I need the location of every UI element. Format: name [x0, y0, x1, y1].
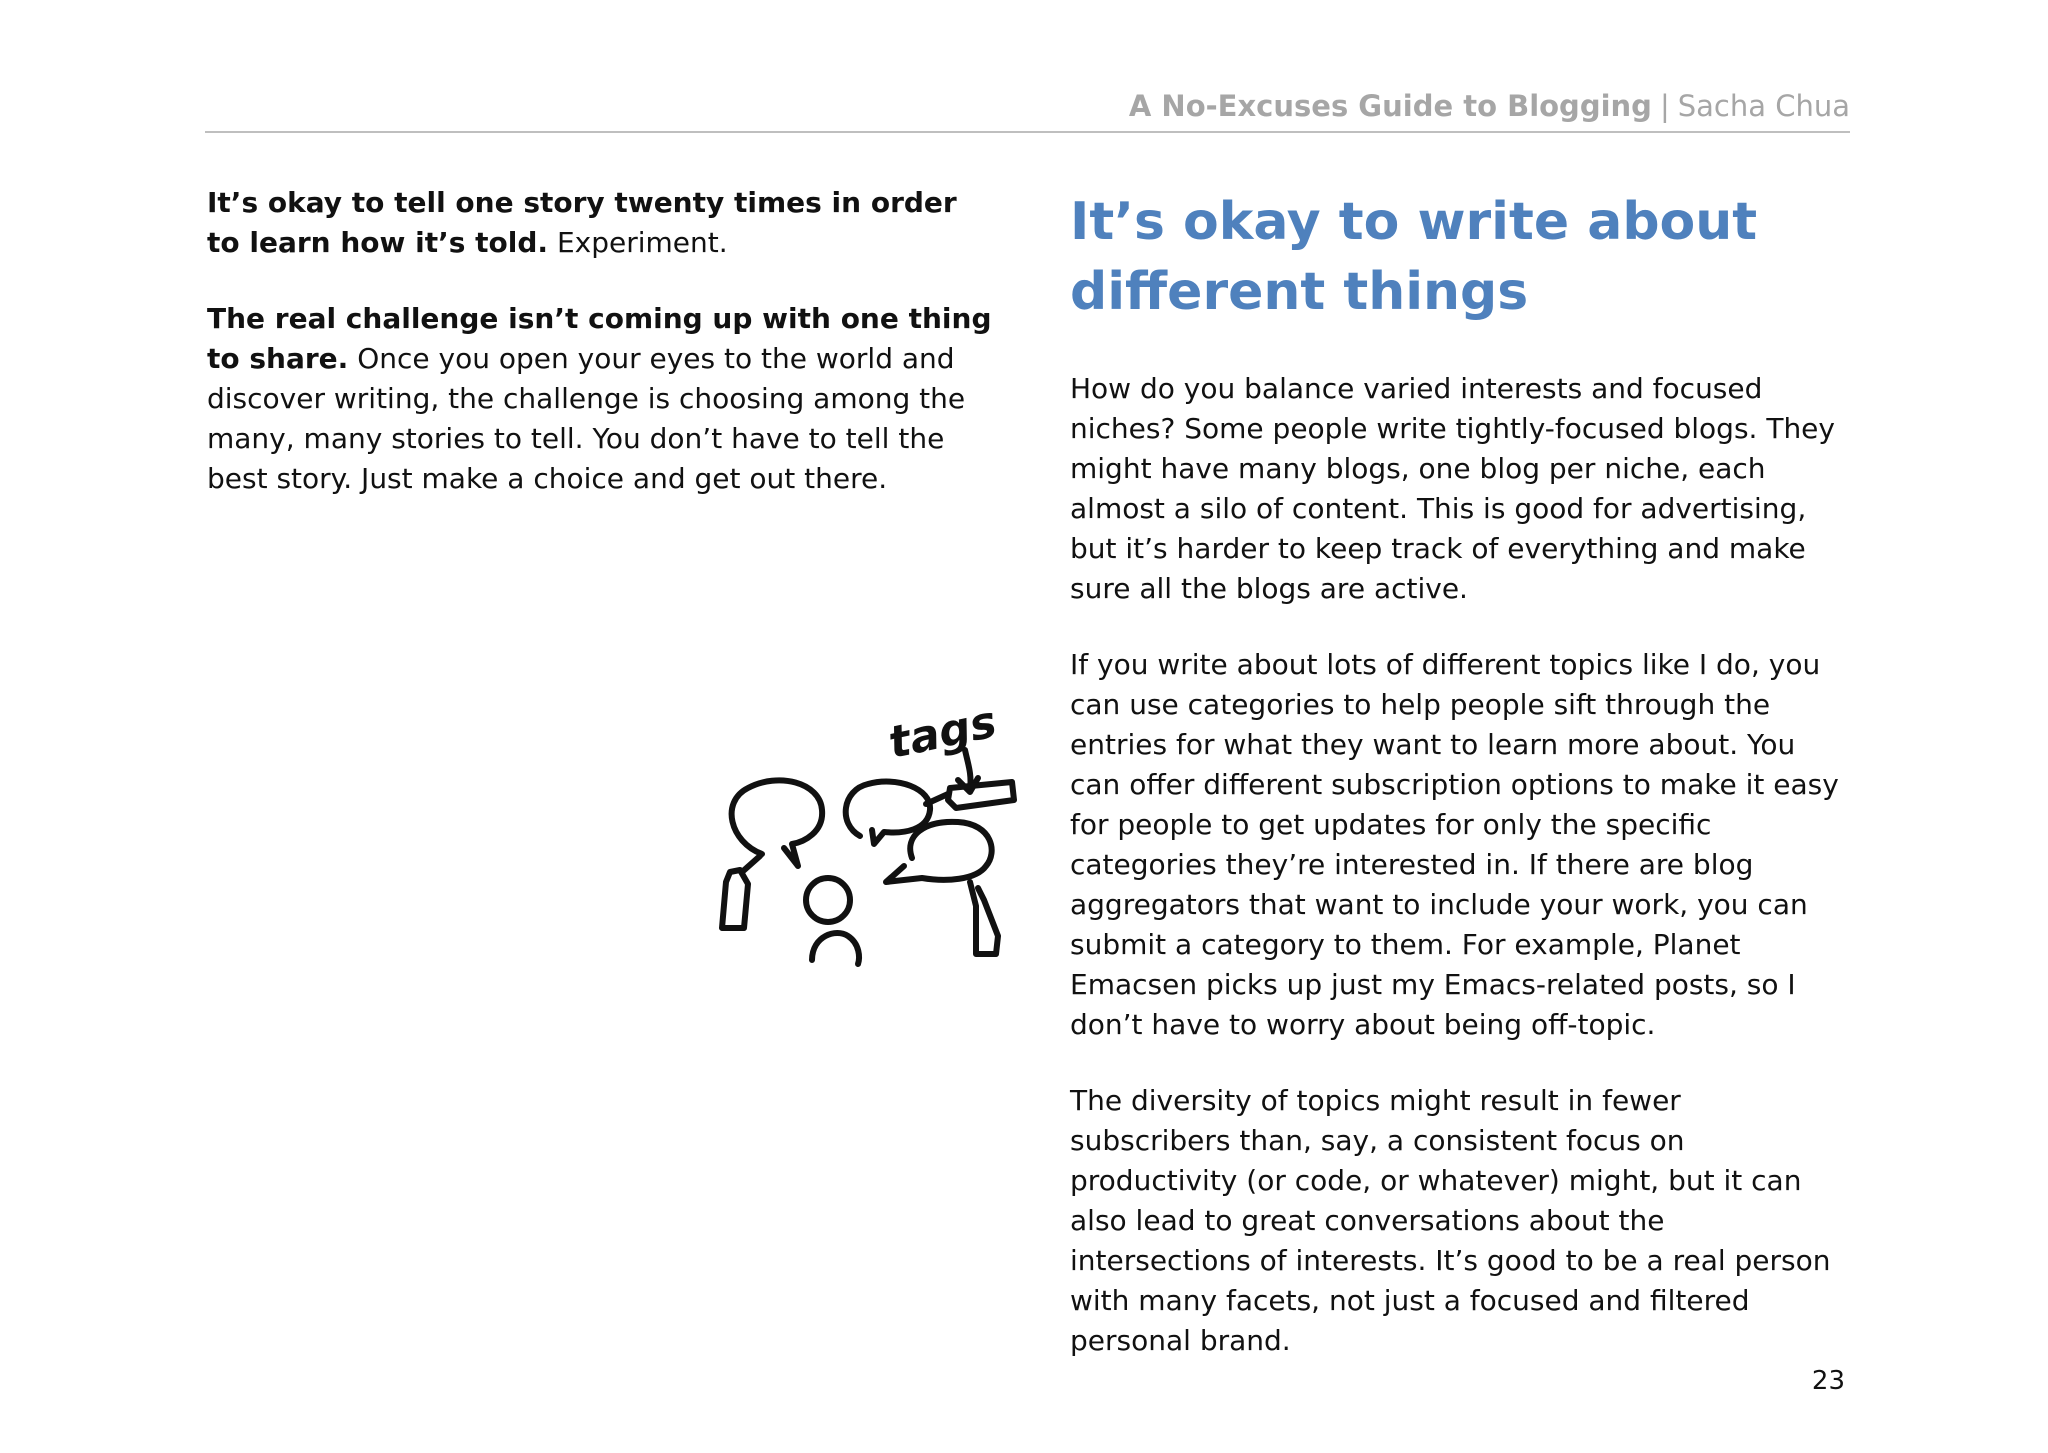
book-title: A No-Excuses Guide to Blogging [1128, 89, 1652, 123]
left-paragraph-1-body: Experiment. [548, 226, 728, 259]
tags-label: tags [884, 696, 1001, 769]
right-paragraph-1: How do you balance varied interests and focused niches? Some people write tightly-focused blogs. They might have many blogs, one blog per niche, each almost a silo of content. This is good for advertising, but it’s harder to keep track of everything and make sure all the blogs are active. [1070, 372, 1835, 605]
tags-sketch-icon [700, 692, 1030, 982]
right-paragraph-3: The diversity of topics might result in fewer subscribers than, say, a consistent focus on productivity (or code, or whatever) might, but it can also lead to great conversations about the intersections of interests. It’s good to be a real person with many facets, not just a focused and filtered personal brand. [1070, 1084, 1831, 1357]
left-paragraph-2-lead: The real challenge isn’t coming up with one thing to share. [207, 302, 992, 375]
left-paragraph-2-body: Once you open your eyes to the world and discover writing, the challenge is choosing among the many, many stories to tell. You don’t have to tell the best story. Just make a choice and get out there. [207, 342, 966, 495]
left-paragraph-2 [207, 299, 997, 499]
left-column [207, 183, 997, 535]
section-heading: It’s okay to write about different things [1070, 192, 1758, 322]
page-number: 23 [1811, 1366, 1845, 1396]
left-paragraph-1 [207, 183, 997, 263]
header-divider [205, 131, 1850, 133]
right-column [1070, 183, 1850, 1397]
right-paragraph-2: If you write about lots of different topics like I do, you can use categories to help people sift through the entries for what they want to learn more about. You can offer different subscription options to make it easy for people to get updates for only the specific categories they’re interested in. If there are blog aggregators that want to include your work, you can submit a category to them. For example, Planet Emacsen picks up just my Emacs-related posts, so I don’t have to worry about being off-topic. [1070, 648, 1839, 1041]
running-header [205, 88, 1850, 124]
author-name: Sacha Chua [1677, 89, 1850, 123]
header-separator: | [1659, 89, 1670, 123]
left-paragraph-1-lead: It’s okay to tell one story twenty times in order to learn how it’s told. [207, 186, 957, 259]
